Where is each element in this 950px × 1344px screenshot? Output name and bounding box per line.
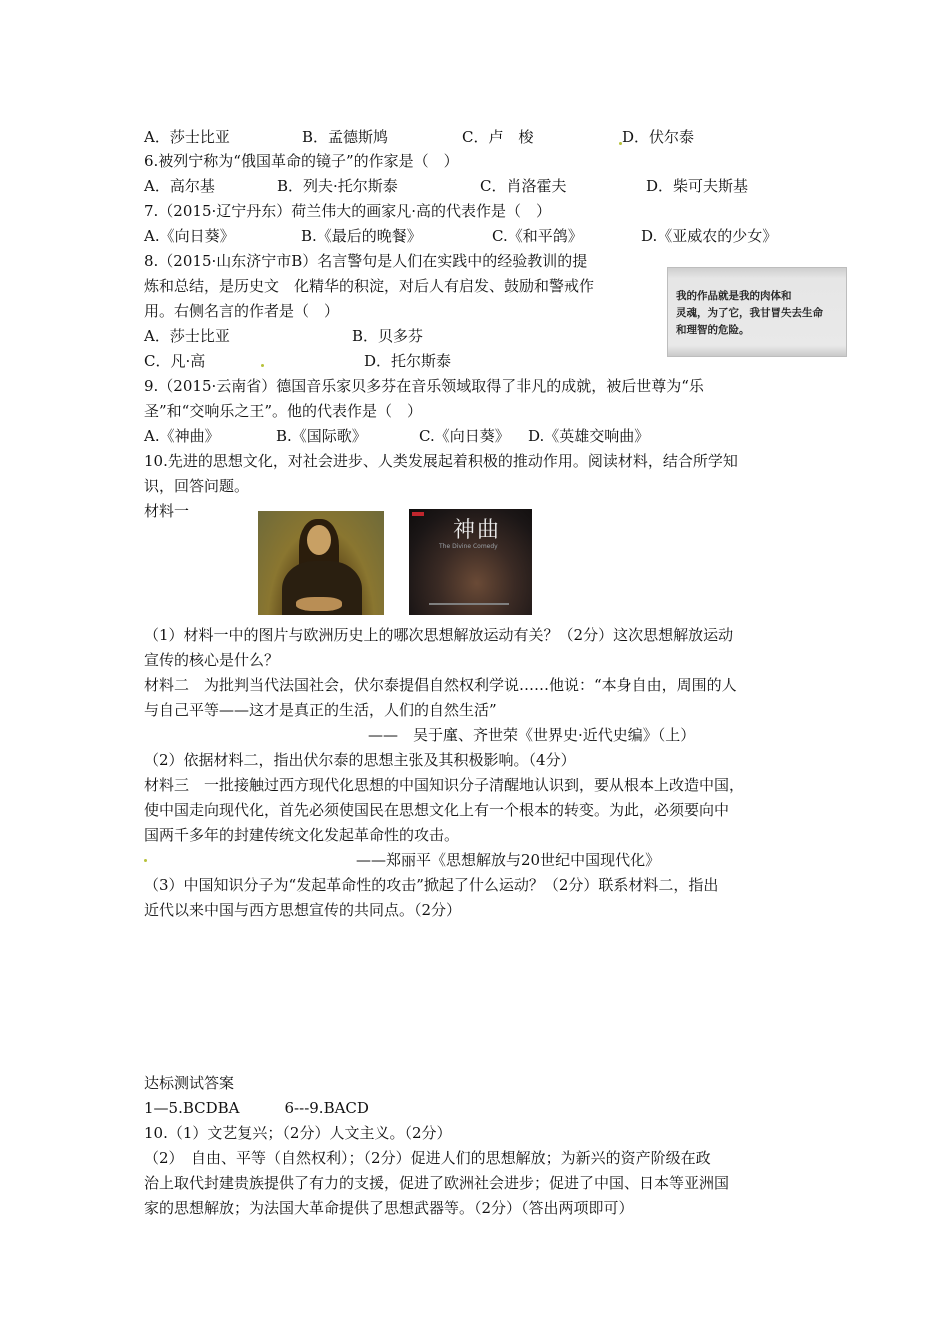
q10-sub2: （2）依据材料二，指出伏尔泰的思想主张及其积极影响。（4分） xyxy=(144,751,576,769)
q10-sub1-line-2: 宣传的核心是什么？ xyxy=(144,651,280,669)
answers-line-5: 家的思想解放；为法国大革命提供了思想武器等。（2分）（答出两项即可） xyxy=(144,1199,634,1217)
answers-line-3: （2） 自由、平等（自然权利）；（2分）促进人们的思想解放；为新兴的资产阶级在政 xyxy=(144,1149,711,1167)
answers-line-2: 10.（1）文艺复兴；（2分）人文主义。（2分） xyxy=(144,1124,452,1142)
quote-image xyxy=(667,267,847,357)
q9-stem-line-2: 圣”和“交响乐之王”。他的代表作是（ ） xyxy=(144,402,423,420)
material-2-line-1: 材料二 为批判当代法国社会，伏尔泰提倡自然权利学说……他说：“本身自由，周围的人 xyxy=(144,676,737,694)
q6-option-a: A．高尔基 xyxy=(144,177,215,195)
q9-option-d: D.《英雄交响曲》 xyxy=(528,427,650,445)
answers-line-1: 1—5.BCDBA 6---9.BACD xyxy=(144,1099,369,1117)
q8-option-a: A．莎士比亚 xyxy=(144,327,230,345)
stray-mark xyxy=(261,364,264,367)
q8-option-c: C．凡·高 xyxy=(144,352,206,370)
answers-title: 达标测试答案 xyxy=(144,1074,235,1092)
quote-line-1: 我的作品就是我的肉体和 xyxy=(676,290,792,302)
q9-option-c: C.《向日葵》 xyxy=(419,427,510,445)
material-3-line-2: 使中国走向现代化，首先必须使国民在思想文化上有一个根本的转变。为此，必须要向中 xyxy=(144,801,730,819)
q6-option-d: D．柴可夫斯基 xyxy=(646,177,749,195)
q5-option-d: D．伏尔泰 xyxy=(622,128,695,146)
q8-option-b: B．贝多芬 xyxy=(352,327,424,345)
quote-line-3: 和理智的危险。 xyxy=(676,324,750,336)
q7-option-b: B.《最后的晚餐》 xyxy=(301,227,422,245)
book-title: 神曲 xyxy=(453,518,502,543)
q8-option-d: D．托尔斯泰 xyxy=(364,352,452,370)
q6-stem: 6.被列宁称为“俄国革命的镜子”的作家是（ ） xyxy=(144,152,459,170)
q8-stem-line-2: 炼和总结，是历史文 化精华的积淀，对后人有启发、鼓励和警戒作 xyxy=(144,277,595,295)
q10-stem-line-2: 识，回答问题。 xyxy=(144,477,250,495)
material-2-source: —— 吴于廑、齐世荣《世界史·近代史编》（上） xyxy=(368,726,696,744)
material-3-source: ——郑丽平《思想解放与20世纪中国现代化》 xyxy=(356,851,661,869)
q7-option-a: A.《向日葵》 xyxy=(144,227,235,245)
material-3-line-3: 国两千多年的封建传统文化发起革命性的攻击。 xyxy=(144,826,460,844)
stray-mark xyxy=(619,142,622,145)
q10-sub1-line-1: （1）材料一中的图片与欧洲历史上的哪次思想解放运动有关？（2分）这次思想解放运动 xyxy=(144,626,734,644)
material-3-line-1: 材料三 一批接触过西方现代化思想的中国知识分子清醒地认识到，要从根本上改造中国， xyxy=(144,776,745,794)
q7-stem: 7.（2015·辽宁丹东）荷兰伟大的画家凡·高的代表作是（ ） xyxy=(144,202,552,220)
stray-mark xyxy=(144,859,147,862)
material-1-label: 材料一 xyxy=(144,502,190,520)
answers-line-4: 治上取代封建贵族提供了有力的支援，促进了欧洲社会进步；促进了中国、日本等亚洲国 xyxy=(144,1174,730,1192)
q8-stem-line-3: 用。右侧名言的作者是（ ） xyxy=(144,302,340,320)
q9-option-a: A.《神曲》 xyxy=(144,427,220,445)
material-2-line-2: 与自己平等——这才是真正的生活，人们的自然生活” xyxy=(144,701,497,719)
quote-line-2: 灵魂，为了它，我甘冒失去生命 xyxy=(676,307,823,319)
q9-stem-line-1: 9.（2015·云南省）德国音乐家贝多芬在音乐领域取得了非凡的成就，被后世尊为“乐 xyxy=(144,377,704,395)
book-subtitle: The Divine Comedy xyxy=(439,543,498,550)
q10-sub3-line-2: 近代以来中国与西方思想宣传的共同点。（2分） xyxy=(144,901,462,919)
q5-option-a: A．莎士比亚 xyxy=(144,128,230,146)
q5-option-c: C．卢 梭 xyxy=(462,128,534,146)
q10-stem-line-1: 10.先进的思想文化，对社会进步、人类发展起着积极的推动作用。阅读材料，结合所学知 xyxy=(144,452,738,470)
divine-comedy-book-cover xyxy=(409,509,532,615)
q5-option-b: B．孟德斯鸠 xyxy=(302,128,389,146)
q7-option-c: C.《和平鸽》 xyxy=(492,227,583,245)
q10-sub3-line-1: （3）中国知识分子为“发起革命性的攻击”掀起了什么运动？（2分）联系材料二，指出 xyxy=(144,876,719,894)
mona-lisa-painting xyxy=(258,511,384,615)
q7-option-d: D.《亚威农的少女》 xyxy=(641,227,778,245)
q6-option-b: B．列夫·托尔斯泰 xyxy=(277,177,398,195)
q8-stem-line-1: 8.（2015·山东济宁市B）名言警句是人们在实践中的经验教训的提 xyxy=(144,252,588,270)
q9-option-b: B.《国际歌》 xyxy=(276,427,367,445)
q6-option-c: C．肖洛霍夫 xyxy=(480,177,567,195)
